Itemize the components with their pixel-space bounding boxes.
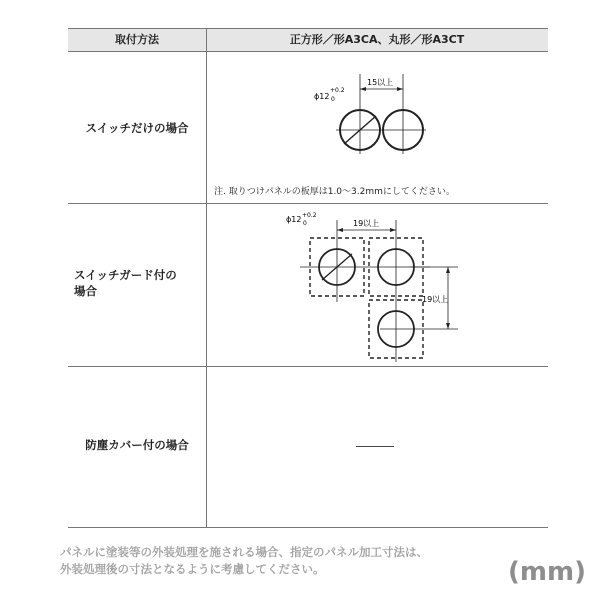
row-label-dust-cover: 防塵カバー付の場合 bbox=[85, 438, 189, 452]
header-mounting-method: 取付方法 bbox=[115, 33, 159, 46]
not-applicable-dash bbox=[356, 446, 394, 447]
guard-tolerance-lower: 0 bbox=[303, 220, 307, 227]
row-label-switch-only: スイッチだけの場合 bbox=[85, 121, 189, 135]
guard-horizontal-label: 19以上 bbox=[353, 219, 380, 228]
row-divider-2 bbox=[68, 366, 548, 367]
tolerance-lower: 0 bbox=[331, 96, 335, 103]
footer-note-line2: 外装処理後の寸法となるように考慮してください。 bbox=[60, 562, 325, 576]
drawing-switch-only bbox=[300, 72, 450, 162]
row-label-switch-guard-line1: スイッチガード付の bbox=[74, 268, 177, 282]
guard-diameter-label: ϕ12 bbox=[286, 215, 302, 224]
diameter-label: ϕ12 bbox=[314, 92, 330, 101]
spacing-label: 15以上 bbox=[367, 78, 394, 87]
row-divider-1 bbox=[68, 203, 548, 204]
tolerance-upper: +0.2 bbox=[330, 87, 345, 94]
unit-label: (mm) bbox=[508, 557, 586, 587]
panel-thickness-note: 注. 取りつけパネルの板厚は1.0～3.2mmにしてください。 bbox=[214, 187, 455, 197]
header-model: 正方形／形A3CA、丸形／形A3CT bbox=[289, 33, 465, 46]
row-label-switch-guard bbox=[74, 267, 204, 299]
drawing-switch-guard bbox=[280, 210, 470, 362]
footer-note-line1: パネルに塗装等の外装処理を施される場合、指定のパネル加工寸法は、 bbox=[60, 545, 428, 559]
column-divider bbox=[206, 28, 207, 528]
row-label-switch-guard-line2: 場合 bbox=[74, 284, 97, 298]
guard-vertical-label: 19以上 bbox=[422, 295, 449, 304]
guard-tolerance-upper: +0.2 bbox=[302, 212, 317, 219]
table-header bbox=[68, 28, 548, 52]
table-bottom-line bbox=[68, 527, 548, 528]
footer-note bbox=[60, 544, 428, 578]
